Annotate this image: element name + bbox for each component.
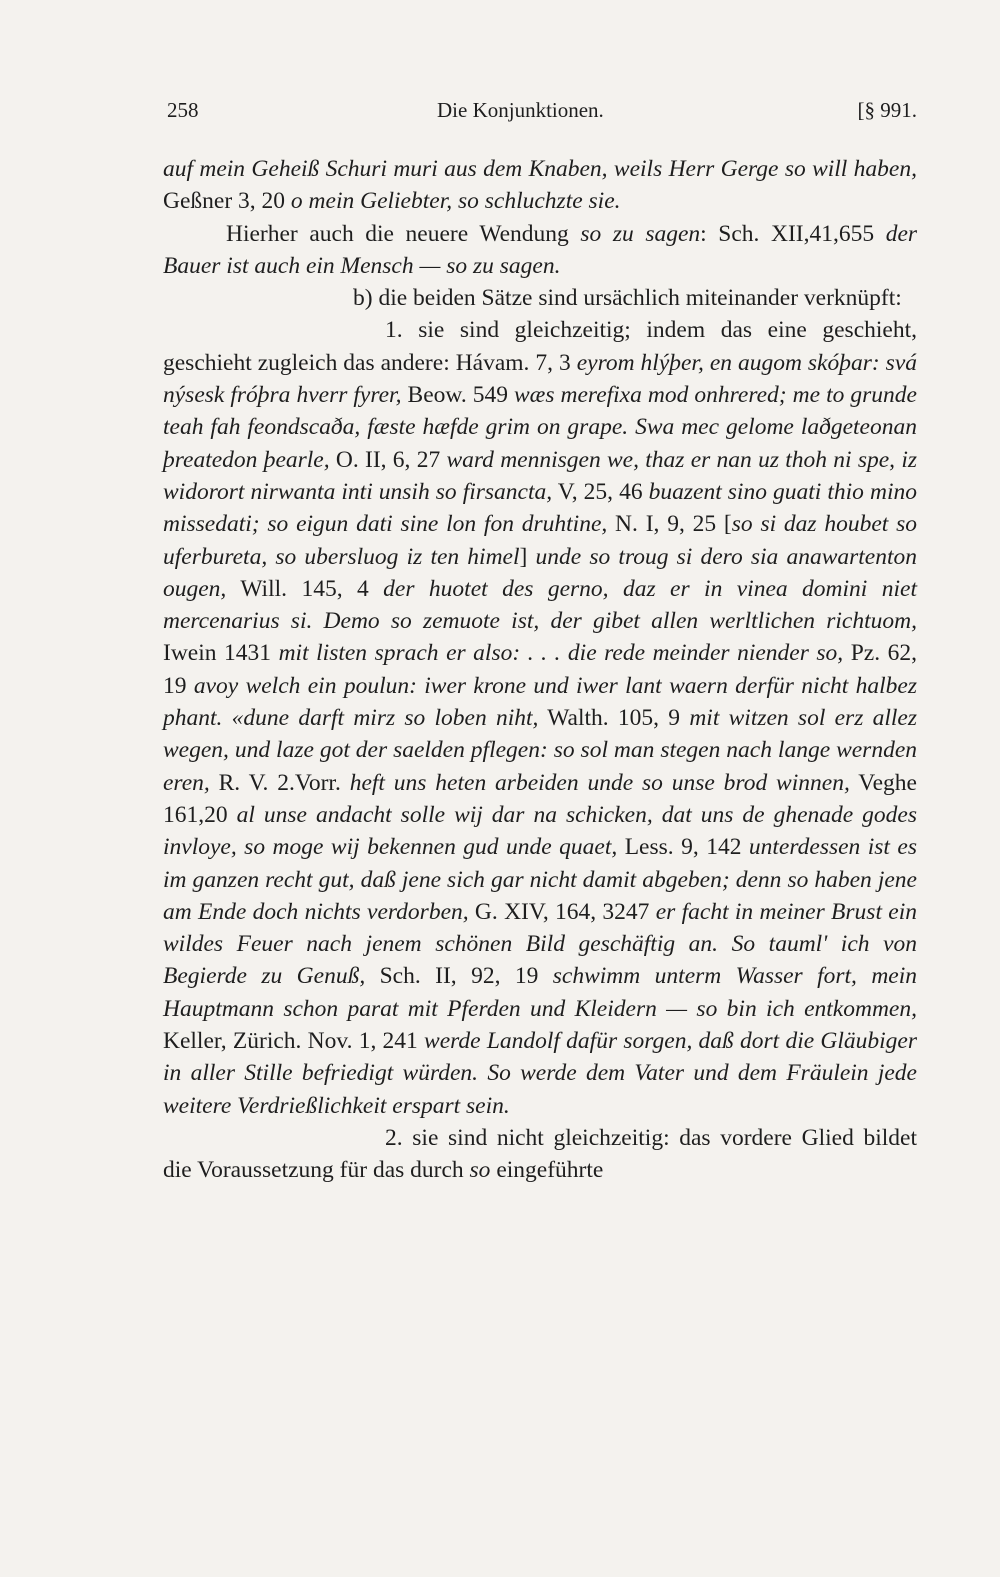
italic-quotation: auf mein Geheiß Schuri muri aus dem Knaben, weils Herr Gerge so will haben, bbox=[163, 156, 917, 182]
text-run: : Sch. XII,41,655 bbox=[700, 220, 886, 247]
paragraph bbox=[163, 218, 917, 283]
paragraph bbox=[163, 314, 917, 1121]
italic-quotation: so si daz houbet so uferbureta, so ubersluog iz ten himel bbox=[163, 511, 917, 570]
italic-quotation: o mein Geliebter, so schluchzte sie. bbox=[290, 188, 621, 215]
text-run: N. I, 9, 25 [ bbox=[607, 511, 732, 538]
text-run: Iwein 1431 bbox=[163, 640, 279, 667]
italic-quotation: mit listen sprach er also: . . . die rede meinder niender so, bbox=[278, 640, 844, 667]
text-run: G. XIV, 164, 3247 bbox=[468, 898, 656, 925]
text-run: Walth. 105, 9 bbox=[538, 705, 690, 732]
italic-quotation: schwimm unterm Wasser fort, mein Hauptmann schon parat mit Pferden und Kleidern — so bin ich entkommen, bbox=[163, 963, 918, 1022]
text-run: Geßner 3, 20 bbox=[163, 188, 291, 215]
text-run: Pz. 62, 19 bbox=[163, 640, 917, 699]
italic-quotation: avoy welch ein poulun: iwer krone und iwer lant waern derfür nicht halbez phant. «dune darft mirz so loben niht, bbox=[163, 672, 917, 732]
text-run: Keller, Zürich. Nov. 1, 241 bbox=[163, 1028, 425, 1055]
italic-quotation: werde Landolf dafür sorgen, daß dort die Gläubiger in aller Stille befriedigt würden. So werde dem Vater und dem Fräulein jede weitere Verdrießlichkeit erspart sein. bbox=[163, 1028, 917, 1119]
text-run: eingeführte bbox=[490, 1157, 604, 1184]
italic-quotation: so zu sagen bbox=[580, 220, 701, 247]
text-run: 1. sie sind gleichzeitig; indem das eine geschieht, geschieht zugleich das andere: Hávam. 7, 3 bbox=[163, 317, 917, 376]
italic-quotation: der Bauer ist auch ein Mensch — so zu sagen. bbox=[163, 220, 918, 279]
text-run: V, 25, 46 bbox=[552, 478, 649, 505]
body-text bbox=[163, 153, 917, 1187]
paragraph bbox=[163, 282, 917, 314]
text-run: Sch. II, 92, 19 bbox=[365, 963, 553, 990]
italic-quotation: so bbox=[469, 1157, 491, 1184]
italic-quotation: eyrom hlýþer, en augom skóþar: svá nýsesk fróþra hverr fyrer, bbox=[163, 349, 917, 409]
italic-quotation: er facht in meiner Brust ein wildes Feuer nach jenem schönen Bild geschäftig an. So tauml' ich von Begierde zu Genuß, bbox=[163, 898, 917, 990]
text-run: O. II, 6, 27 bbox=[329, 446, 447, 473]
text-run: ] bbox=[519, 543, 536, 570]
italic-quotation: mit witzen sol erz allez wegen, und laze got der saelden pflegen: so sol man stegen nach lange wernden eren, bbox=[163, 705, 917, 796]
paragraph bbox=[163, 153, 917, 218]
page-number: 258 bbox=[167, 98, 199, 122]
running-title: Die Konjunktionen. bbox=[437, 98, 604, 122]
text-run: Beow. 549 bbox=[401, 382, 514, 409]
italic-quotation: unterdessen ist es im ganzen recht gut, daß jene sich gar nicht damit abgeben; denn so haben jene am Ende doch nichts verdorben, bbox=[163, 834, 917, 925]
italic-quotation: wæs merefixa mod onhrered; me to grunde teah fah feondscaða, fæste hæfde grim on grape. Swa mec gelome laðgeteonan þreatedon þearle, bbox=[163, 382, 917, 473]
section-marker: [§ 991. bbox=[857, 98, 917, 122]
italic-quotation: buazent sino guati thio mino missedati; so eigun dati sine lon fon druhtine, bbox=[163, 478, 917, 538]
text-run: Will. 145, 4 bbox=[226, 575, 384, 602]
text-run: Hierher auch die neuere Wendung bbox=[226, 220, 581, 247]
italic-quotation: der huotet des gerno, daz er in vinea domini niet mercenarius si. Demo so zemuote ist, der gibet allen werltlichen richtuom, bbox=[163, 575, 917, 635]
italic-quotation: heft uns heten arbeiden unde so unse brod winnen, bbox=[349, 769, 850, 796]
italic-quotation: unde so troug si dero sia anawartenton ougen, bbox=[163, 543, 918, 602]
text-run: Less. 9, 142 bbox=[617, 834, 749, 861]
text-run: R. V. 2.Vorr. bbox=[209, 769, 350, 796]
italic-quotation: al unse andacht solle wij dar na schicken, dat uns de ghenade godes invloye, so moge wij bekennen gud unde quaet, bbox=[163, 801, 917, 861]
text-run: 2. sie sind nicht gleichzeitig: das vordere Glied bildet die Voraussetzung für das durch bbox=[163, 1124, 917, 1184]
running-header bbox=[167, 98, 917, 134]
italic-quotation: ward mennisgen we, thaz er nan uz thoh ni spe, iz widorort nirwanta inti unsih so firsancta, bbox=[163, 446, 917, 505]
text-run: Veghe 161,20 bbox=[163, 769, 917, 828]
paragraph bbox=[163, 1122, 917, 1187]
text-run: b) die beiden Sätze sind ursächlich miteinander verknüpft: bbox=[353, 285, 902, 312]
